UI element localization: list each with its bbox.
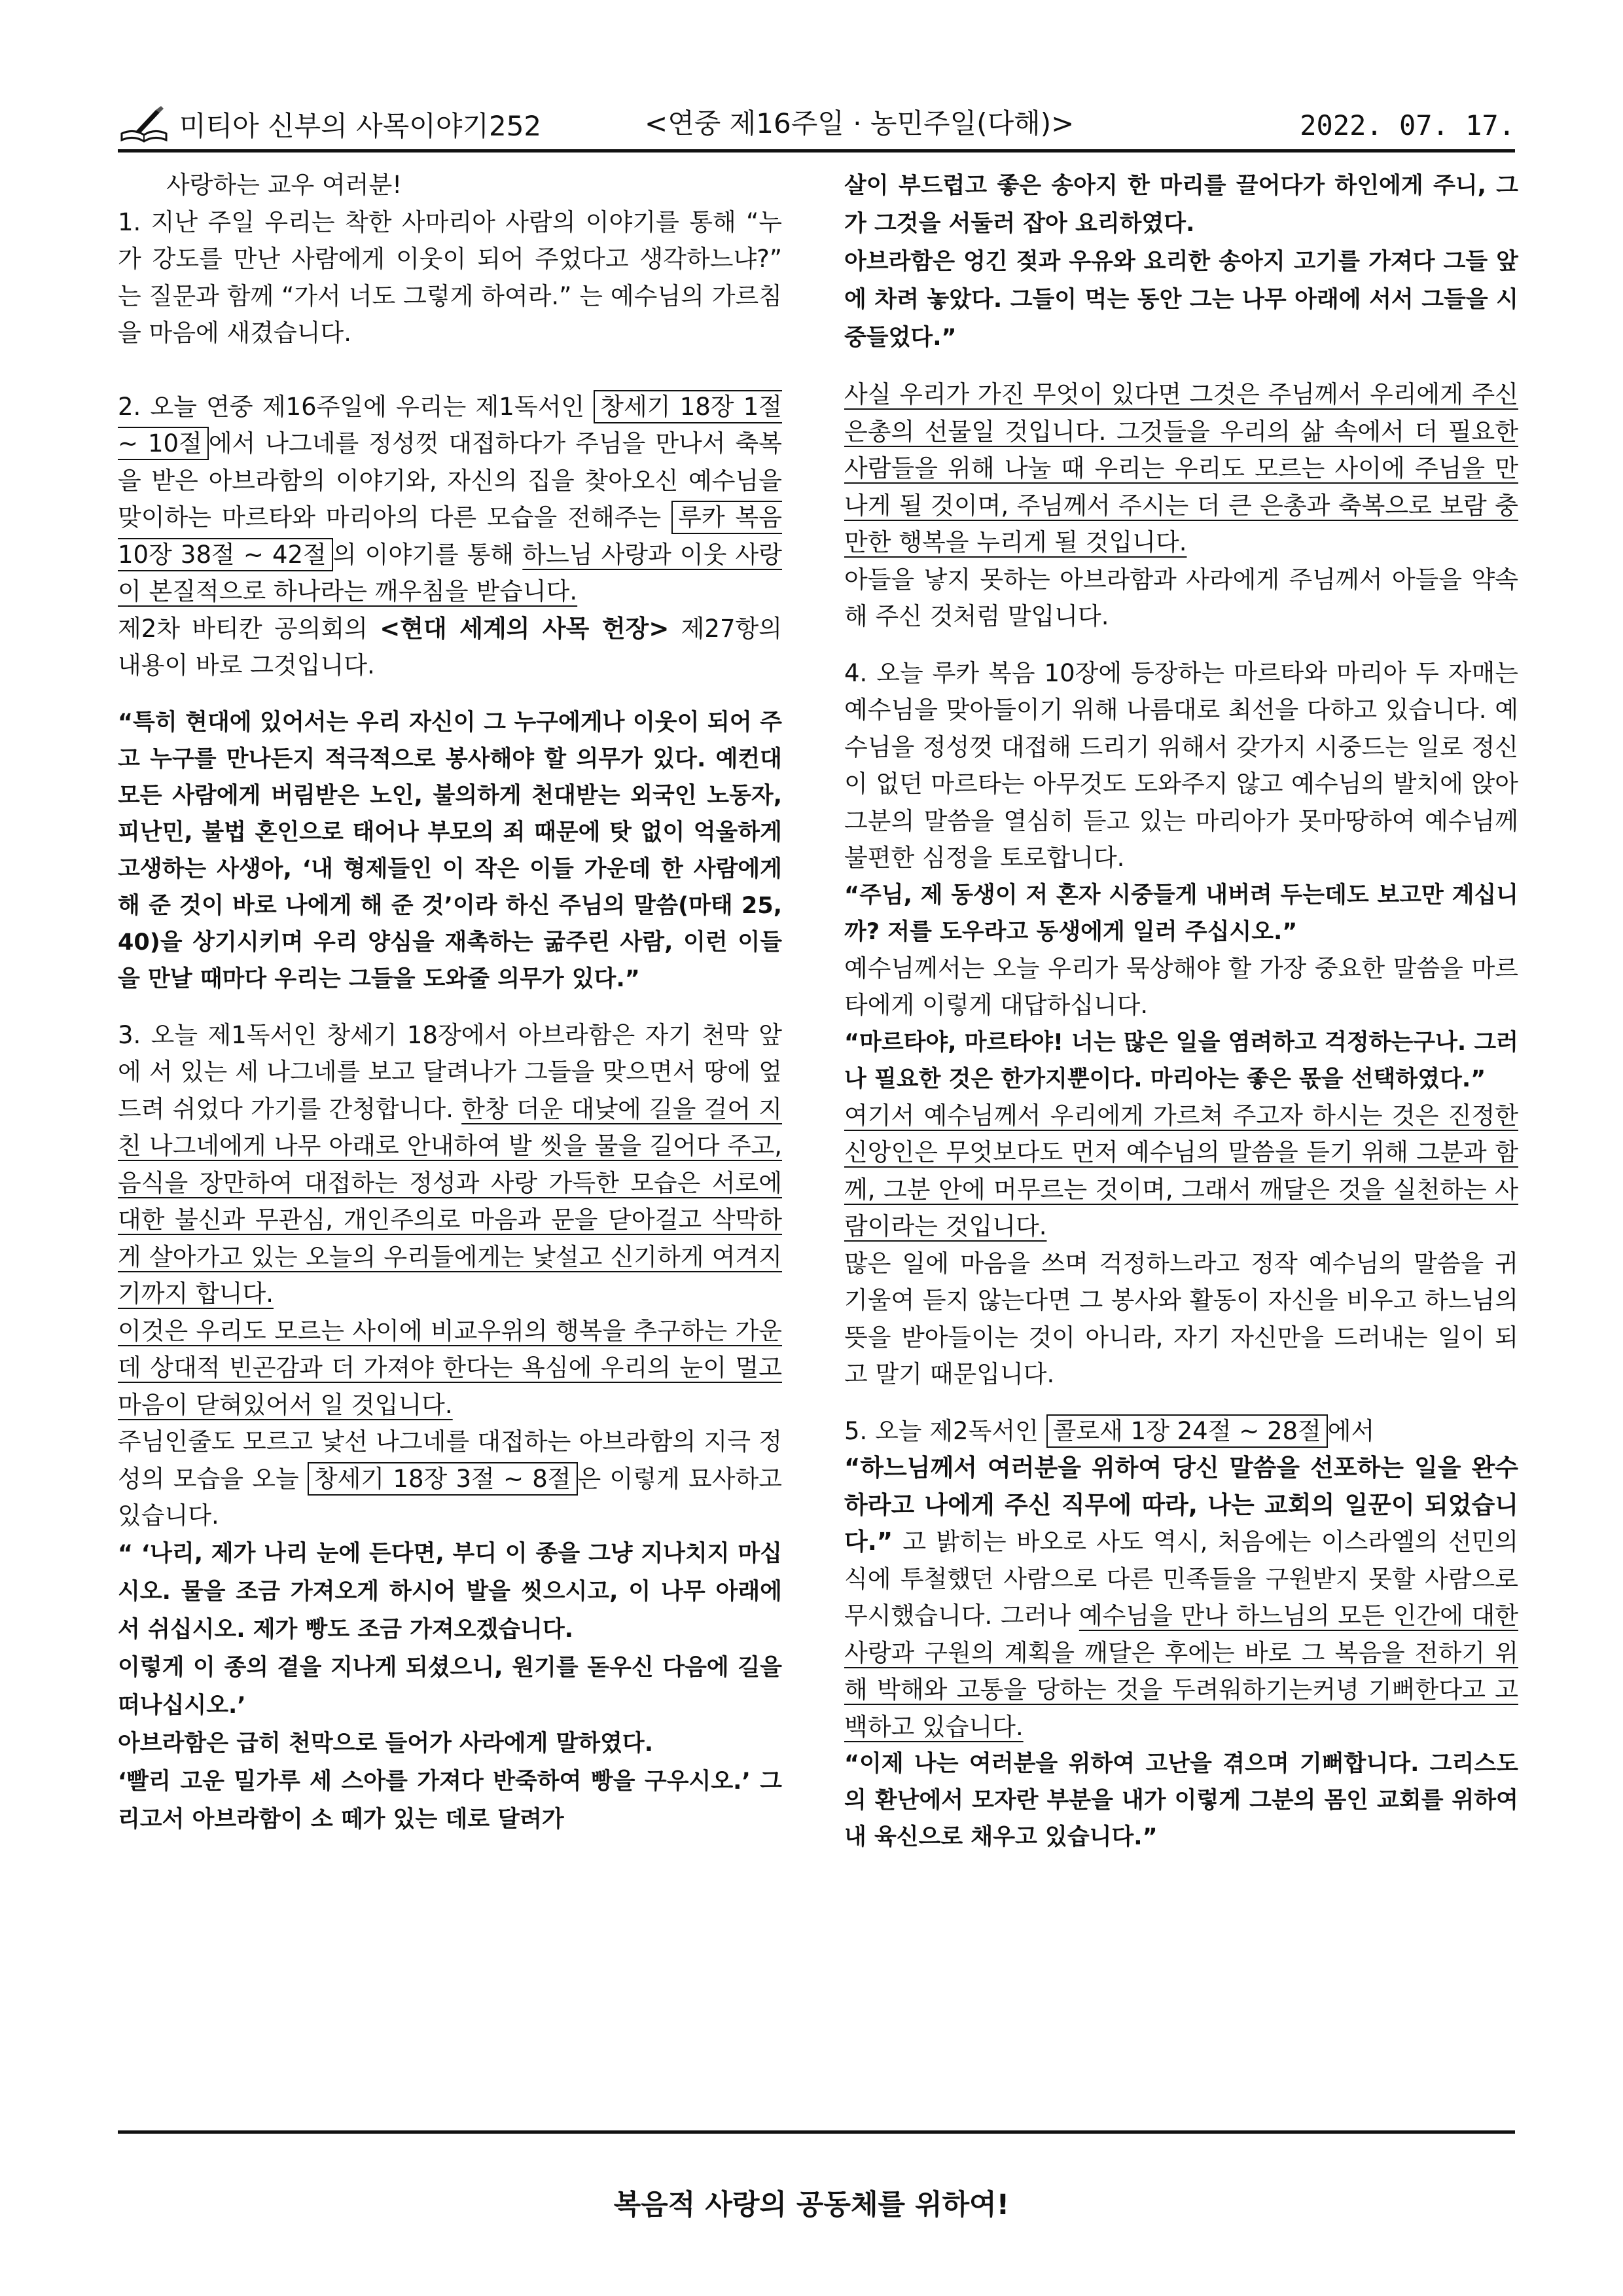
quote-martha: “주님, 제 동생이 저 혼자 시중들게 내버려 두는데도 보고만 계십니까? 저를 도우라고 동생에게 일러 주십시오.” bbox=[844, 882, 1518, 945]
p3-text-b: 주님인줄도 모르고 낯선 나그네를 대접하는 아브라함의 지극 정성의 모습을 오늘 bbox=[118, 1427, 782, 1493]
paragraph-5-cont bbox=[844, 1450, 1518, 1746]
quote-paul: “하느님께서 여러분을 위하여 당신 말씀을 선포하는 일을 완수하라고 나에게 주신 직무에 따라, 나는 교회의 일꾼이 되었습니다.” bbox=[844, 1454, 1518, 1556]
p3-underlined-1: 한창 더운 대낮에 길을 걸어 지친 나그네에게 나무 아래로 안내하여 발 씻을 물을 길어다 주고, 음식을 장만하여 대접하는 정성과 사랑 가득한 모습은 서로에 대한 불신과 무관심, 개인주의로 마음과 문을 닫아걸고 삭막하게 살아가고 있는 오늘의 우리들에게는 낯설고 신기하게 여겨지기까지 합니다. bbox=[118, 1094, 782, 1308]
page-header bbox=[118, 98, 1515, 144]
series-title: 미티아 신부의 사목이야기252 bbox=[179, 110, 542, 142]
p4-underlined: 여기서 예수님께서 우리에게 가르쳐 주고자 하시는 것은 진정한 신앙인은 무엇보다도 먼저 예수님의 말씀을 듣기 위해 그분과 함께, 그분 안에 머무르는 것이며, 그래서 깨달은 것을 실천하는 사람이라는 것입니다. bbox=[844, 1101, 1518, 1240]
quote-genesis-5: 살이 부드럽고 좋은 송아지 한 마리를 끌어다가 하인에게 주니, 그가 그것을 서둘러 잡아 요리하였다. bbox=[844, 173, 1518, 237]
paragraph-3-cont bbox=[118, 1424, 782, 1535]
paragraph-5 bbox=[844, 1413, 1518, 1450]
greeting: 사랑하는 교우 여러분! bbox=[166, 171, 402, 199]
reading-ref-colossians: 콜로새 1장 24절 ~ 28절 bbox=[1046, 1414, 1328, 1448]
left-column bbox=[118, 167, 782, 1839]
quote-colossians: “이제 나는 여러분을 위하여 고난을 겪으며 기뻐합니다. 그리스도의 환난에서 모자란 부분을 내가 이렇게 그분의 몸인 교회를 위하여 내 육신으로 채우고 있습니다.” bbox=[844, 1751, 1518, 1850]
quote-jesus: “마르타야, 마르타야! 너는 많은 일을 염려하고 걱정하는구나. 그러나 필요한 것은 한가지뿐이다. 마리아는 좋은 몫을 선택하였다.” bbox=[844, 1029, 1518, 1092]
paragraph-4-b: 예수님께서는 오늘 우리가 묵상해야 할 가장 중요한 말씀을 마르타에게 이렇게 대답하십니다. bbox=[844, 954, 1518, 1019]
paragraph-2 bbox=[118, 389, 782, 611]
p2-text-e: 제27항의 내용이 바로 그것입니다. bbox=[118, 614, 782, 679]
p2-underlined: 하느님 사랑과 이웃 사랑이 본질적으로 하나라는 깨우침을 받습니다. bbox=[118, 540, 783, 605]
paragraph-4: 4. 오늘 루카 복음 10장에 등장하는 마르타와 마리아 두 자매는 예수님을 맞아들이기 위해 나름대로 최선을 다하고 있습니다. 예수님을 정성껏 대접해 드리기 위해서 갖가지 시중드는 일로 정신이 없던 마르타는 아무것도 도와주지 않고 예수님의 발치에 앉아 그분의 말씀을 열심히 듣고 있는 마리아가 못마땅하여 예수님께 불편한 심정을 토로합니다. bbox=[844, 658, 1518, 872]
p3-underlined-3: 사실 우리가 가진 무엇이 있다면 그것은 주님께서 우리에게 주신 은총의 선물일 것입니다. 그것들을 우리의 삶 속에서 더 필요한 사람들을 위해 나눌 때 우리는 우리도 모르는 사이에 주님을 만나게 될 것이며, 주님께서 주시는 더 큰 은총과 축복으로 보람 충만한 행복을 누리게 될 것입니다. bbox=[844, 380, 1518, 556]
paragraph-3-end: 아들을 낳지 못하는 아브라함과 사라에게 주님께서 아들을 약속해 주신 것처럼 말입니다. bbox=[844, 565, 1518, 630]
p5-text-a: 5. 오늘 제2독서인 bbox=[844, 1416, 1046, 1445]
paragraph-3 bbox=[118, 1017, 782, 1313]
footer-rule bbox=[118, 2130, 1515, 2134]
reading-ref-genesis-verses: 창세기 18장 3절 ~ 8절 bbox=[308, 1462, 578, 1496]
header-rule bbox=[118, 149, 1515, 152]
issue-date: 2022. 07. 17. bbox=[1300, 109, 1515, 141]
quote-genesis-4: ‘빨리 고운 밀가루 세 스아를 가져다 반죽하여 빵을 구우시오.’ 그리고서 아브라함이 소 떼가 있는 데로 달려가 bbox=[118, 1768, 782, 1833]
p3-text-a: 3. 오늘 제1독서인 창세기 18장에서 아브라함은 자기 천막 앞에 서 있는 세 나그네를 보고 달려나가 그들을 맞으면서 땅에 엎드려 쉬었다 가기를 간청합니다. bbox=[118, 1020, 782, 1123]
paragraph-4-c: 많은 일에 마음을 쓰며 걱정하느라고 정작 예수님의 말씀을 귀 기울여 듣지 않는다면 그 봉사와 활동이 자신을 비우고 하느님의 뜻을 받아들이는 것이 아니라, 자기 자신만을 드러내는 일이 되고 말기 때문입니다. bbox=[844, 1249, 1518, 1388]
quote-genesis-1: “ ‘나리, 제가 나리 눈에 든다면, 부디 이 종을 그냥 지나치지 마십시오. 물을 조금 가져오게 하시어 발을 씻으시고, 이 나무 아래에서 쉬십시오. 제가 빵도 조금 가져오겠습니다. bbox=[118, 1540, 782, 1643]
p5-text-c: 고 밝히는 바오로 사도 역시, 처음에는 이스라엘의 선민의식에 투철했던 사람으로 다른 민족들을 구원받지 못할 사람으로 무시했습니다. 그러나 bbox=[844, 1528, 1518, 1630]
liturgical-day: <연중 제16주일 · 농민주일(다해)> bbox=[645, 107, 1075, 139]
pen-and-book-icon bbox=[118, 105, 170, 144]
paragraph-2-cont bbox=[118, 611, 782, 685]
p2-text-a: 2. 오늘 연중 제16주일에 우리는 제1독서인 bbox=[118, 392, 594, 421]
quote-gaudium-et-spes: “특히 현대에 있어서는 우리 자신이 그 누구에게나 이웃이 되어 주고 누구를 만나든지 적극적으로 봉사해야 할 의무가 있다. 예컨대 모든 사람에게 버림받은 노인, 불의하게 천대받는 외국인 노동자, 피난민, 불법 혼인으로 태어나 부모의 죄 때문에 탓 없이 억울하게 고생하는 사생아, ‘내 형제들인 이 작은 이들 가운데 한 사람에게 해 준 것이 바로 나에게 해 준 것’이라 하신 주님의 말씀(마태 25, 40)을 상기시키며 우리 양심을 재촉하는 굶주린 사람, 이런 이들을 만날 때마다 우리는 그들을 도와줄 의무가 있다.” bbox=[118, 709, 782, 992]
p2-text-c: 의 이야기를 통해 bbox=[332, 540, 523, 569]
reading-ref-luke: 루카 복음 10장 38절 ~ 42절 bbox=[118, 501, 782, 571]
p3-text-c: 은 이렇게 묘사하고 있습니다. bbox=[118, 1464, 782, 1530]
p5-text-b: 에서 bbox=[1327, 1416, 1375, 1445]
paragraph-1: 1. 지난 주일 우리는 착한 사마리아 사람의 이야기를 통해 “누가 강도를 만난 사람에게 이웃이 되어 주었다고 생각하느냐?” 는 질문과 함께 “가서 너도 그렇게 하여라.” 는 예수님의 가르침을 마음에 새겼습니다. bbox=[118, 207, 782, 347]
p3-underlined-2: 이것은 우리도 모르는 사이에 비교우위의 행복을 추구하는 가운데 상대적 빈곤감과 더 가져야 한다는 욕심에 우리의 눈이 멀고 마음이 닫혀있어서 일 것입니다. bbox=[118, 1316, 782, 1419]
quote-genesis-3: 아브라함은 급히 천막으로 들어가 사라에게 말하였다. bbox=[118, 1730, 654, 1757]
reading-ref-genesis: 창세기 18장 1절 ~ 10절 bbox=[118, 390, 782, 461]
p2-text-d: 제2차 바티칸 공의회의 bbox=[118, 614, 380, 643]
quote-genesis-2: 이렇게 이 종의 곁을 지나게 되셨으니, 원기를 돋우신 다음에 길을 떠나십시오.’ bbox=[118, 1654, 782, 1719]
p2-text-b: 에서 나그네를 정성껏 대접하다가 주님을 만나서 축복을 받은 아브라함의 이야기와, 자신의 집을 찾아오신 예수님을 맞이하는 마르타와 마리아의 다른 모습을 전해주는 bbox=[118, 429, 783, 531]
footer-motto: 복음적 사랑의 공동체를 위하여! bbox=[613, 2189, 1010, 2221]
right-column bbox=[844, 167, 1518, 1856]
p5-underlined: 예수님을 만나 하느님의 모든 인간에 대한 사랑과 구원의 계획을 깨달은 후에는 바로 그 복음을 전하기 위해 박해와 고통을 당하는 것을 두려워하기는커녕 기뻐한다고 고백하고 있습니다. bbox=[844, 1602, 1518, 1741]
quote-genesis-6: 아브라함은 엉긴 젖과 우유와 요리한 송아지 고기를 가져다 그들 앞에 차려 놓았다. 그들이 먹는 동안 그는 나무 아래에 서서 그들을 시중들었다.” bbox=[844, 249, 1518, 351]
document-title: <현대 세계의 사목 헌장> bbox=[380, 614, 669, 643]
